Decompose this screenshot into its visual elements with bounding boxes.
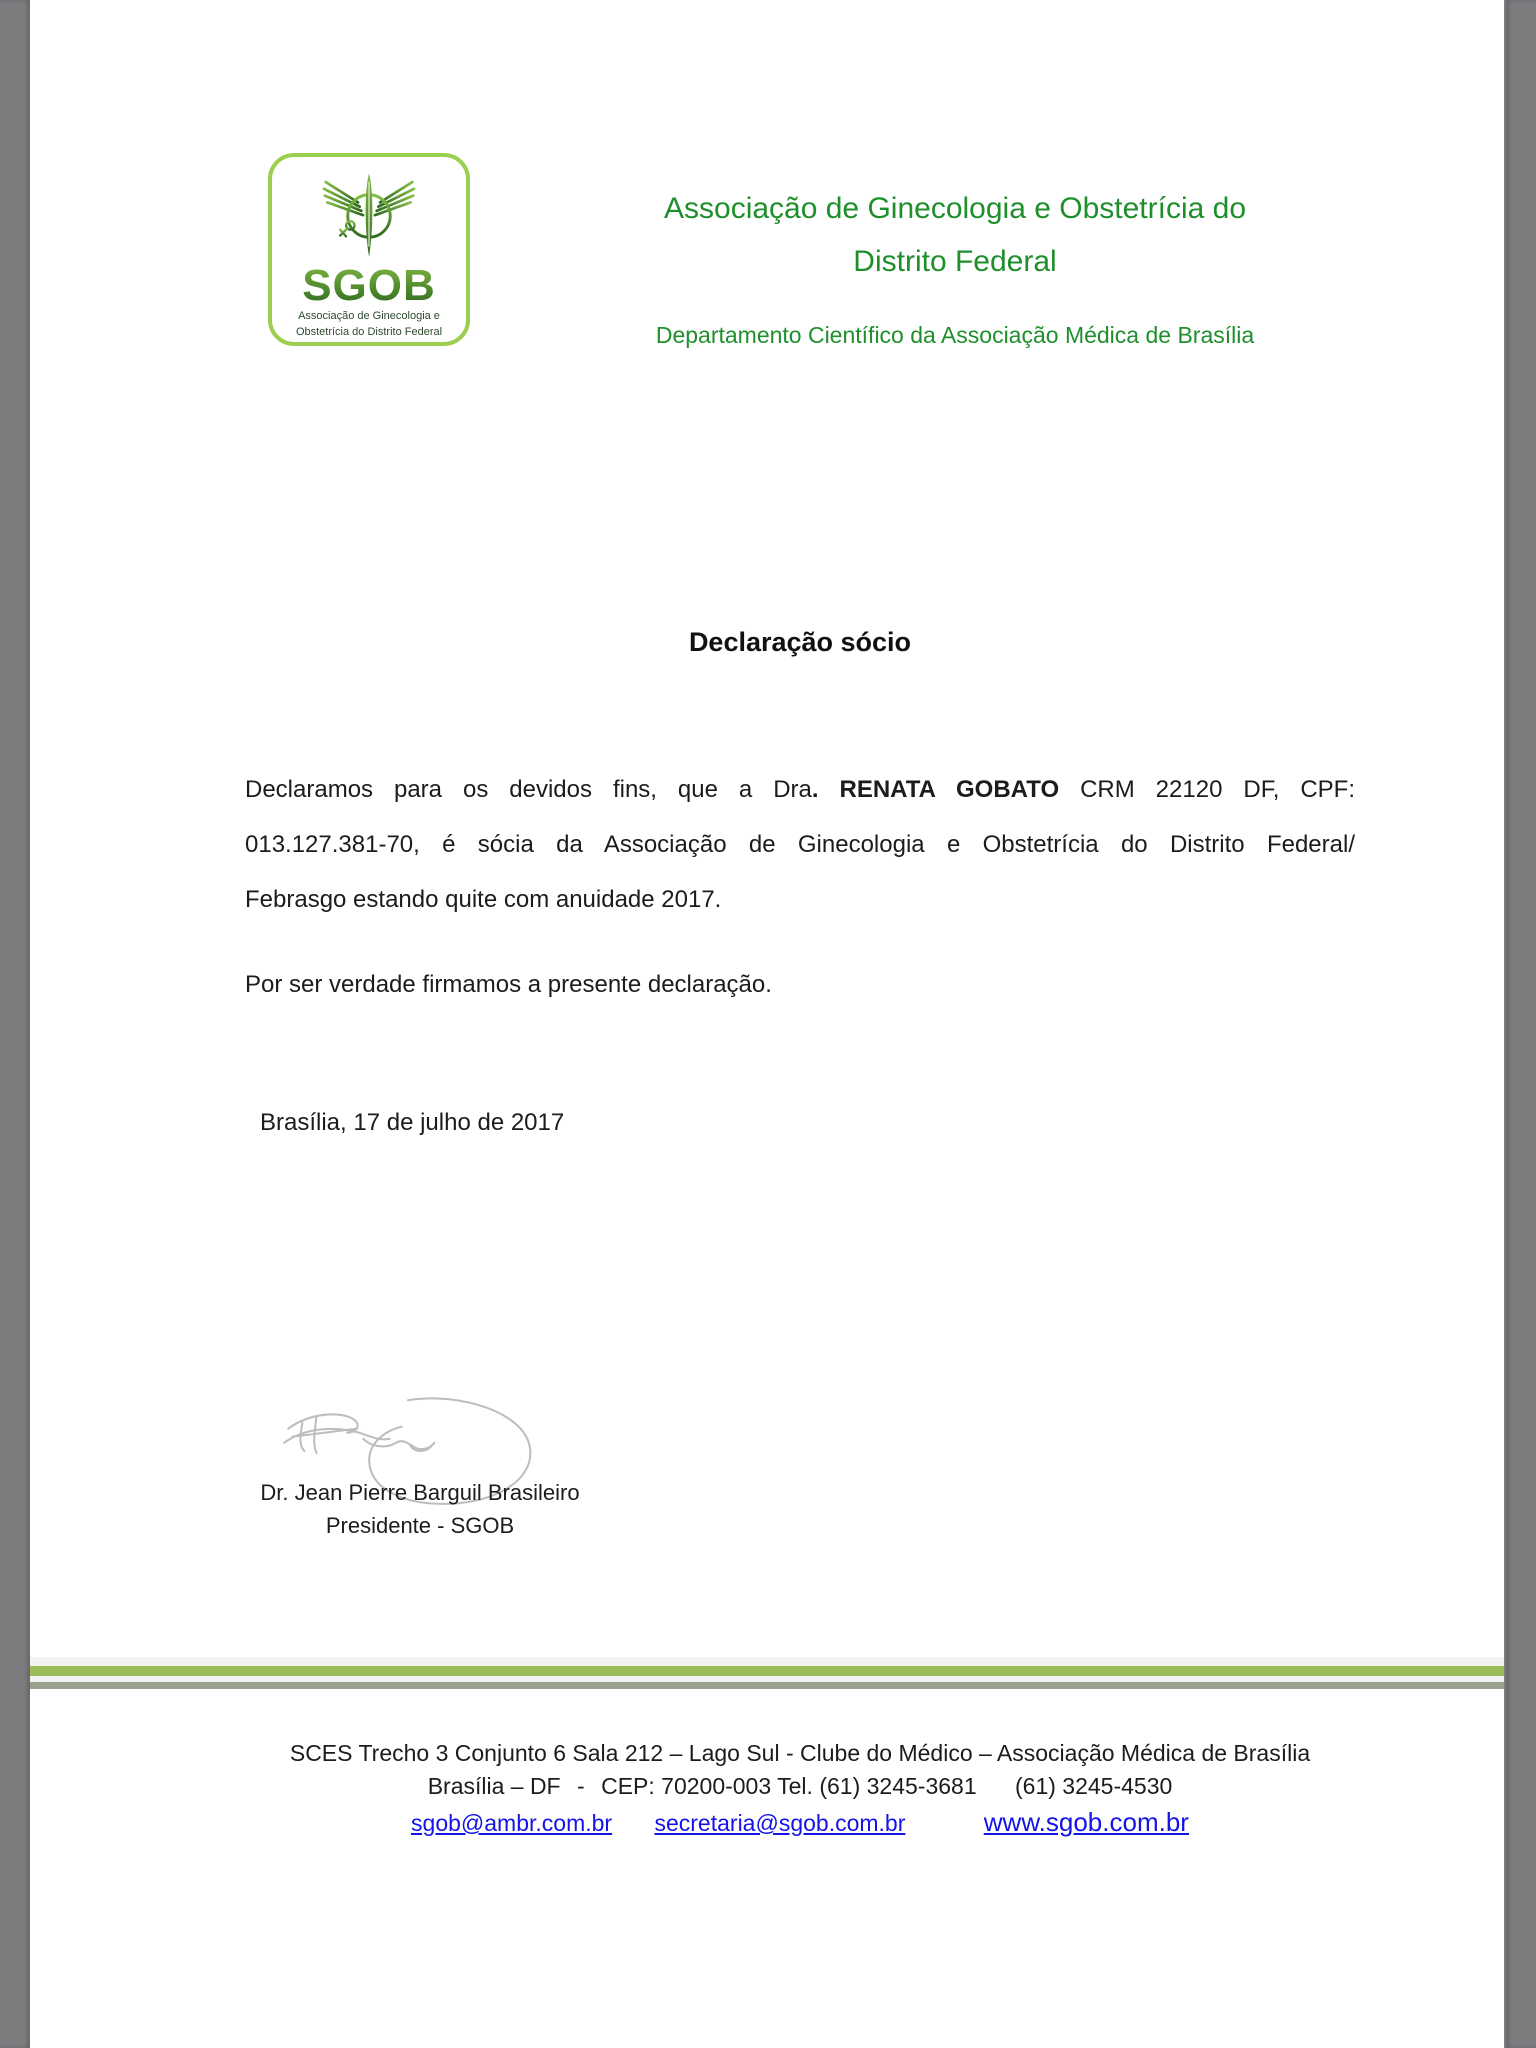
email-link-sgob-ambr[interactable]: sgob@ambr.com.br — [411, 1810, 613, 1836]
footer-separator: - — [577, 1773, 585, 1799]
logo-caption-line1: Associação de Ginecologia e — [298, 310, 440, 322]
paragraph2: Por ser verdade firmamos a presente declaração. — [245, 971, 772, 998]
document-body — [245, 762, 1355, 1012]
sgob-emblem-icon — [318, 168, 420, 264]
association-title-line2: Distrito Federal — [853, 245, 1057, 278]
email-link-secretaria[interactable]: secretaria@sgob.com.br — [654, 1810, 906, 1836]
signature-block — [180, 1476, 660, 1542]
signer-role: Presidente - SGOB — [325, 1513, 515, 1538]
p1-l1-rest: CRM 22120 DF, CPF: — [1059, 776, 1355, 803]
footer-city: Brasília – DF — [427, 1773, 561, 1799]
paragraph1-line3: Febrasgo estando quite com anuidade 2017. — [245, 886, 722, 913]
divider-green-band — [30, 1666, 1504, 1676]
date-line: Brasília, 17 de julho de 2017 — [260, 1109, 565, 1136]
paragraph1-line2: 013.127.381-70, é sócia da Associação de Ginecologia e Obstetrícia do Distrito Federal/ — [245, 831, 1355, 858]
footer-phone2: (61) 3245-4530 — [1015, 1773, 1173, 1799]
logo-acronym: SGOB — [302, 261, 436, 310]
divider-light-band-top — [30, 1657, 1504, 1666]
department-subtitle: Departamento Científico da Associação Médica de Brasília — [655, 322, 1255, 348]
footer — [245, 1737, 1355, 1840]
footer-cep: CEP: 70200-003 — [601, 1773, 772, 1799]
divider-gray-band — [30, 1682, 1504, 1689]
p1-l1-member-name: . RENATA GOBATO — [811, 776, 1060, 803]
association-title-line1: Associação de Ginecologia e Obstetrícia do — [664, 192, 1246, 225]
signer-name: Dr. Jean Pierre Barguil Brasileiro — [260, 1480, 580, 1505]
document-heading: Declaração sócio — [688, 627, 912, 657]
p1-l1-normal: Declaramos para os devidos fins, que a Dra — [245, 776, 812, 803]
footer-links — [245, 1806, 1355, 1840]
website-link[interactable]: www.sgob.com.br — [983, 1807, 1189, 1837]
footer-contact-line — [245, 1770, 1355, 1803]
logo-caption-line2: Obstetrícia do Distrito Federal — [295, 326, 443, 338]
viewer-right-margin — [1506, 0, 1536, 2048]
viewer-left-margin — [0, 0, 30, 2048]
paragraph1-line1 — [245, 762, 1355, 817]
footer-phone1: Tel. (61) 3245-3681 — [777, 1773, 977, 1799]
footer-divider — [30, 1657, 1504, 1689]
letterhead — [420, 182, 1490, 350]
document-page — [30, 0, 1504, 2048]
footer-address-line: SCES Trecho 3 Conjunto 6 Sala 212 – Lago Sul - Clube do Médico – Associação Médica de Brasília — [289, 1740, 1311, 1766]
